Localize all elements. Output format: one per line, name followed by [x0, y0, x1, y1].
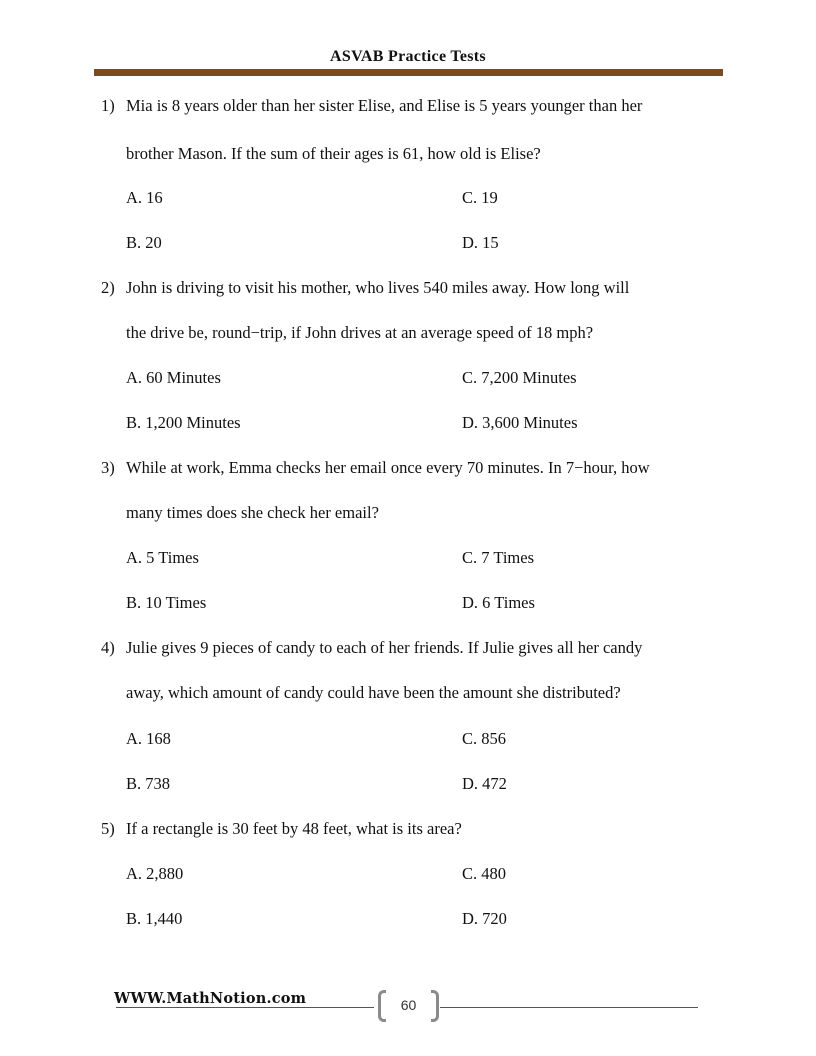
q1-choice-c[interactable]: C. 19 — [462, 188, 498, 207]
footer-website-link[interactable]: WWW.MathNotion.com — [114, 990, 307, 1007]
q2-choice-c[interactable]: C. 7,200 Minutes — [462, 368, 577, 387]
q3-choice-b[interactable]: B. 10 Times — [126, 593, 207, 612]
q2-choice-a[interactable]: A. 60 Minutes — [126, 368, 221, 387]
question-1-number: 1) — [101, 96, 115, 115]
q2-choice-b[interactable]: B. 1,200 Minutes — [126, 413, 241, 432]
question-4-text: Julie gives 9 pieces of candy to each of her friends. If Julie gives all her candy — [126, 638, 643, 657]
question-3-line-2: many times does she check her email? — [126, 503, 379, 522]
question-4-line-2: away, which amount of candy could have been the amount she distributed? — [126, 683, 621, 702]
left-bracket-icon — [378, 990, 386, 1022]
q3-choice-c[interactable]: C. 7 Times — [462, 548, 534, 567]
q5-choice-c[interactable]: C. 480 — [462, 864, 507, 883]
footer-divider-right — [440, 1007, 698, 1008]
q3-choice-d[interactable]: D. 6 Times — [462, 593, 535, 612]
q2-choice-d[interactable]: D. 3,600 Minutes — [462, 413, 578, 432]
footer-divider-left — [116, 1007, 374, 1008]
question-3-line-1 — [101, 458, 650, 478]
question-1-text: Mia is 8 years older than her sister Elise, and Elise is 5 years younger than her — [126, 96, 643, 115]
question-5-line-1 — [101, 819, 462, 839]
question-4-number: 4) — [101, 638, 115, 657]
question-4-line-1 — [101, 638, 642, 658]
question-2-line-2: the drive be, round−trip, if John drives at an average speed of 18 mph? — [126, 323, 594, 342]
q3-choice-a[interactable]: A. 5 Times — [126, 548, 199, 567]
q5-choice-b[interactable]: B. 1,440 — [126, 909, 183, 928]
page-number: 60 — [400, 997, 417, 1013]
right-bracket-icon — [431, 990, 439, 1022]
question-5-text: If a rectangle is 30 feet by 48 feet, what is its area? — [126, 819, 462, 838]
question-5-number: 5) — [101, 819, 115, 838]
page-title: ASVAB Practice Tests — [330, 48, 486, 65]
q1-choice-b[interactable]: B. 20 — [126, 233, 162, 252]
q4-choice-c[interactable]: C. 856 — [462, 729, 507, 748]
q4-choice-a[interactable]: A. 168 — [126, 729, 171, 748]
header-divider — [94, 69, 723, 76]
q5-choice-a[interactable]: A. 2,880 — [126, 864, 184, 883]
question-2-number: 2) — [101, 278, 115, 297]
question-3-text: While at work, Emma checks her email once every 70 minutes. In 7−hour, how — [126, 458, 650, 477]
q4-choice-d[interactable]: D. 472 — [462, 774, 507, 793]
q1-choice-d[interactable]: D. 15 — [462, 233, 499, 252]
question-3-number: 3) — [101, 458, 115, 477]
question-2-line-1 — [101, 278, 629, 298]
q1-choice-a[interactable]: A. 16 — [126, 188, 163, 207]
q5-choice-d[interactable]: D. 720 — [462, 909, 507, 928]
question-2-text: John is driving to visit his mother, who lives 540 miles away. How long will — [126, 278, 630, 297]
question-1-line-2: brother Mason. If the sum of their ages is 61, how old is Elise? — [126, 144, 541, 163]
question-1-line-1 — [101, 96, 642, 116]
q4-choice-b[interactable]: B. 738 — [126, 774, 171, 793]
